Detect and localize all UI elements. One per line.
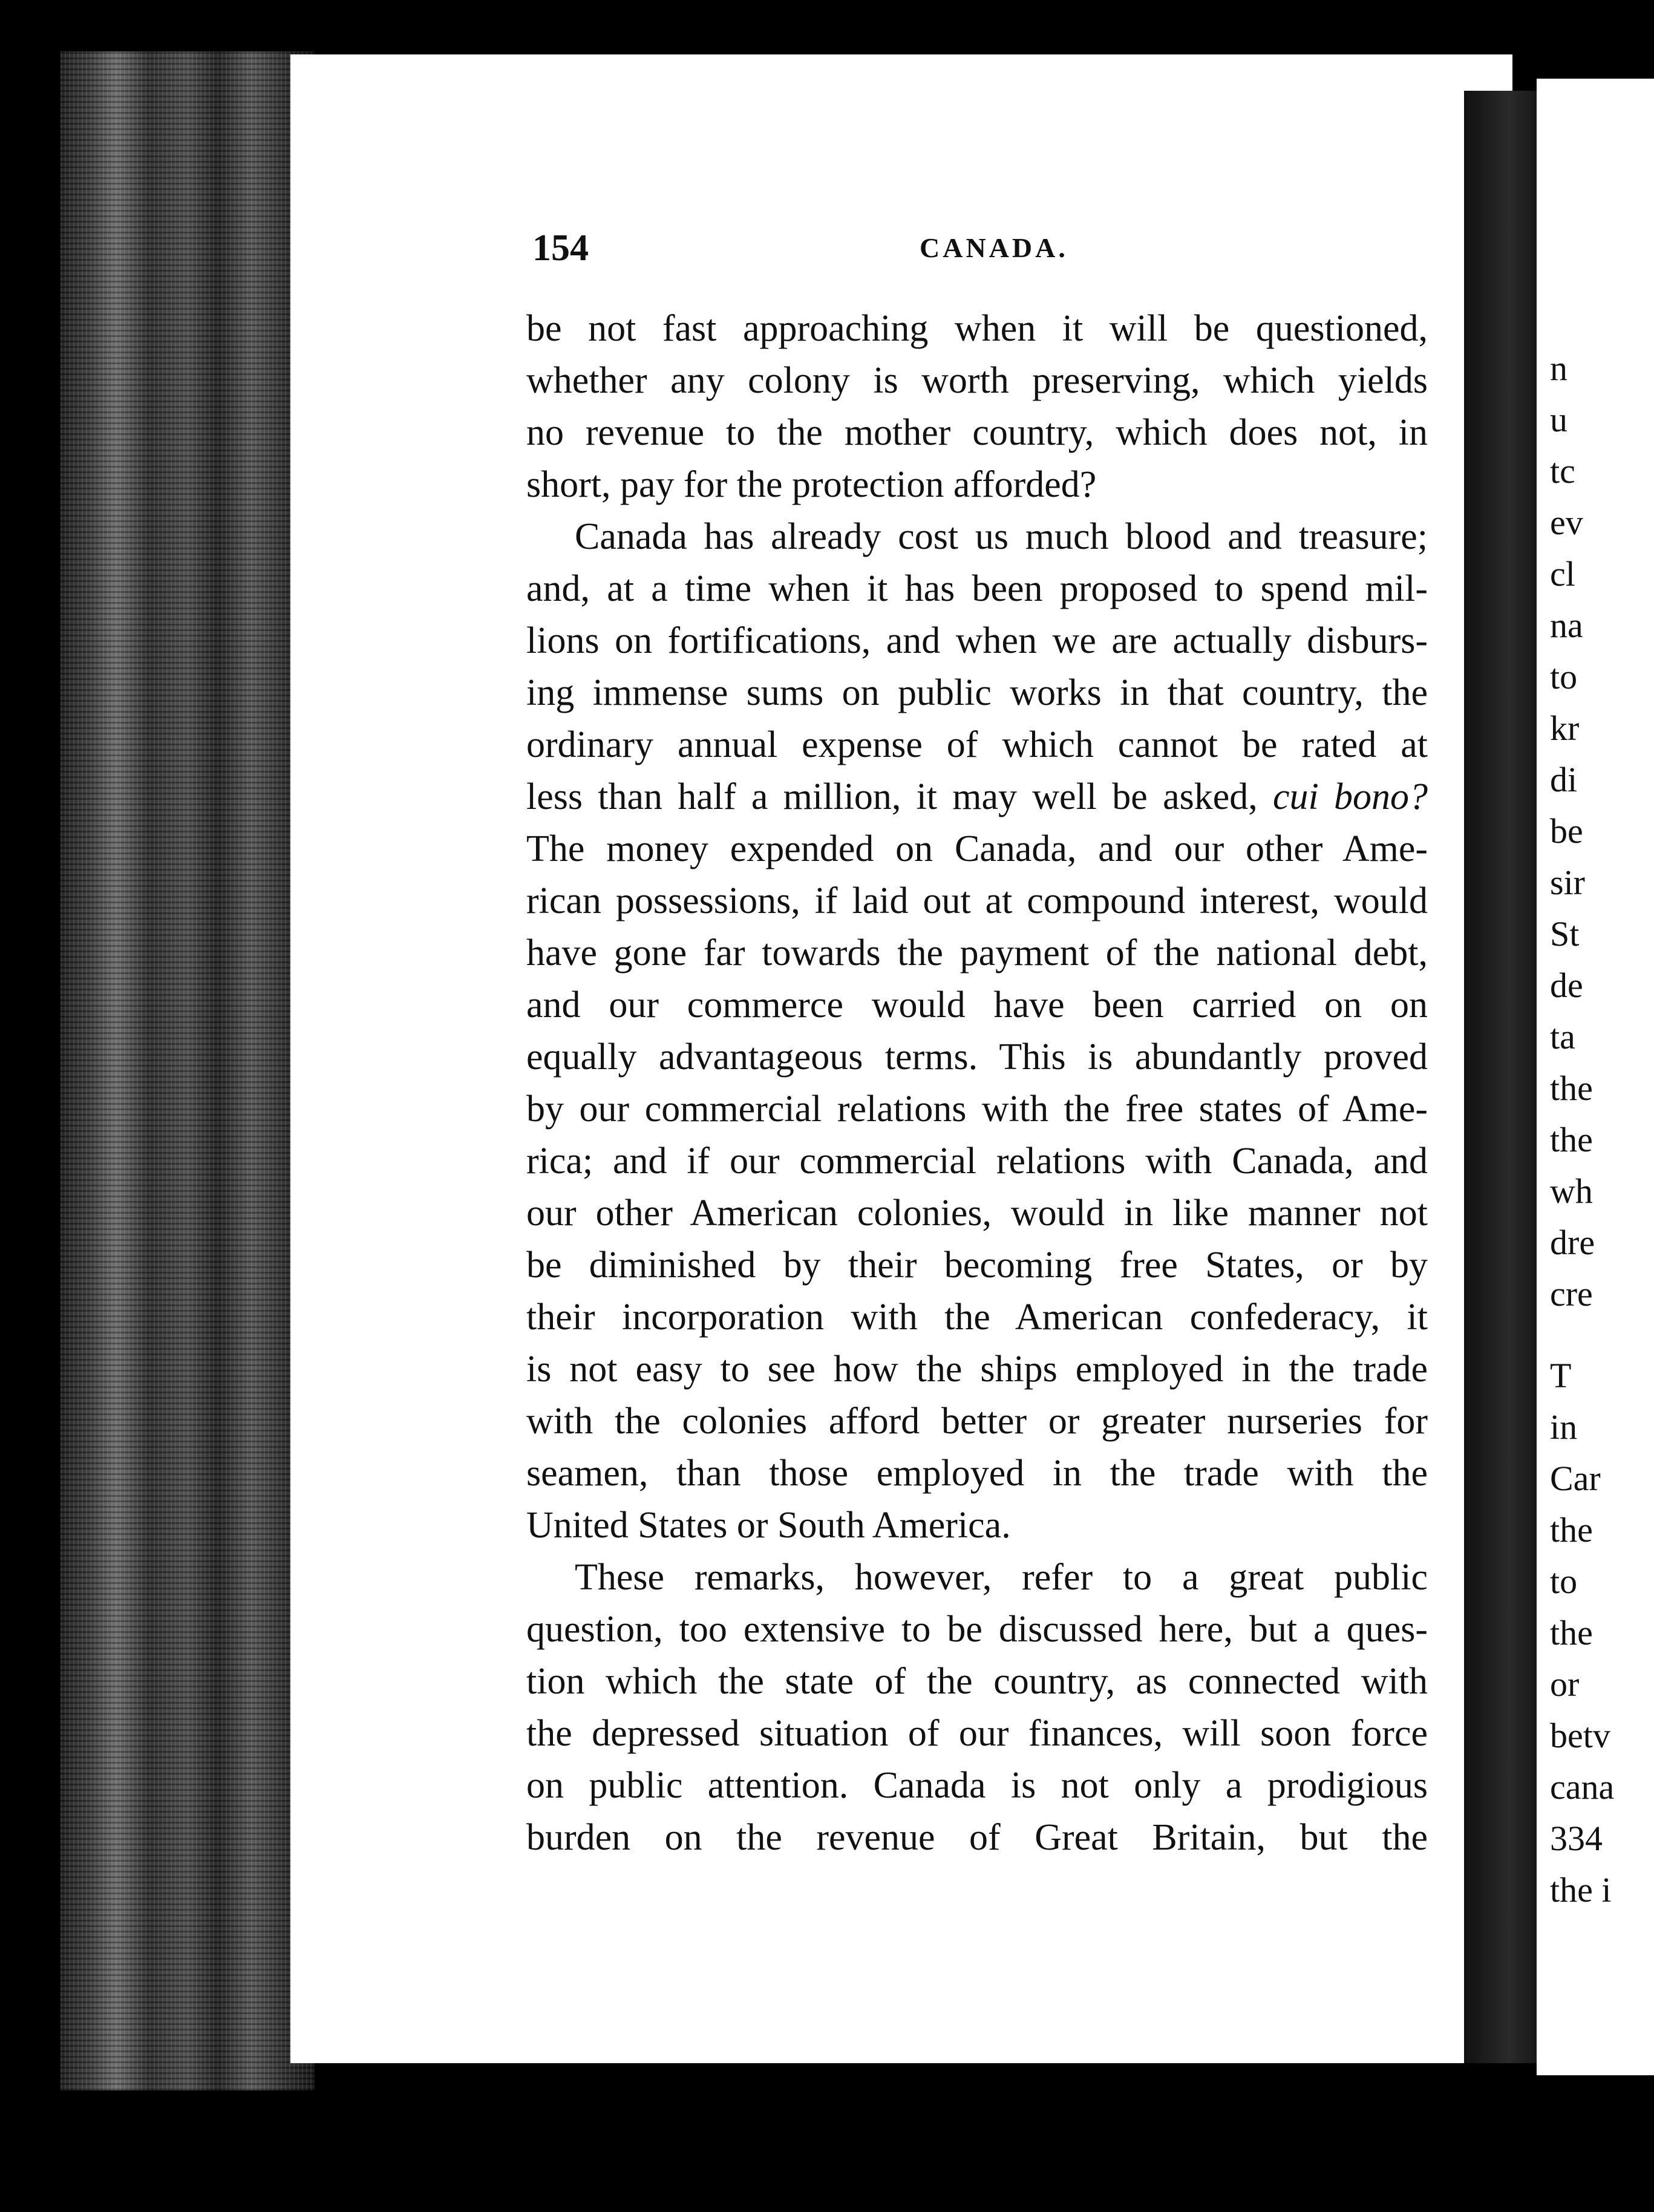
next-page-line: Car xyxy=(1550,1459,1601,1498)
text-line: rican possessions, if laid out at compound interest, would xyxy=(526,880,1428,921)
text-line: Canada has already cost us much blood and treasure; xyxy=(575,516,1428,557)
text-line: United States or South America. xyxy=(526,1505,1011,1546)
text-line: with the colonies afford better or greater nurseries for xyxy=(526,1401,1428,1442)
next-page-line: or xyxy=(1550,1664,1580,1704)
book-page-edges xyxy=(60,51,315,2090)
body-text xyxy=(526,303,1428,1864)
running-head xyxy=(532,227,1428,269)
text-line: the depressed situation of our finances, will soon force xyxy=(526,1713,1428,1754)
text-line: be diminished by their becoming free States, or by xyxy=(526,1245,1428,1286)
text-line: ing immense sums on public works in that country, the xyxy=(526,672,1428,713)
next-page-line: the xyxy=(1550,1120,1593,1159)
next-page-line: cre xyxy=(1550,1274,1593,1314)
text-line: their incorporation with the American confederacy, it xyxy=(526,1297,1428,1338)
text-line: The money expended on Canada, and our other Ame- xyxy=(526,828,1428,869)
next-page-line: the xyxy=(1550,1510,1593,1549)
latin-phrase: cui bono? xyxy=(1273,776,1428,817)
next-page-fragment xyxy=(1537,79,1654,2075)
next-page-line: ev xyxy=(1550,503,1583,542)
paragraph xyxy=(526,511,1428,1551)
text-line: ordinary annual expense of which cannot be rated at xyxy=(526,724,1428,765)
text-line: burden on the revenue of Great Britain, but the xyxy=(526,1817,1428,1858)
text-line: tion which the state of the country, as connected with xyxy=(526,1661,1428,1702)
next-page-line: T xyxy=(1550,1356,1572,1395)
next-page-line: be xyxy=(1550,811,1583,851)
text-line: our other American colonies, would in like manner not xyxy=(526,1193,1428,1234)
text-line: no revenue to the mother country, which does not, in xyxy=(526,412,1428,453)
next-page-line: u xyxy=(1550,400,1567,439)
next-page-line: cl xyxy=(1550,554,1575,594)
text-line: is not easy to see how the ships employed in the trade xyxy=(526,1349,1428,1390)
text-line: lions on fortifications, and when we are actually disburs- xyxy=(526,620,1428,661)
next-page-line: cana xyxy=(1550,1767,1615,1807)
next-page-line: de xyxy=(1550,966,1583,1005)
text-line: question, too extensive to be discussed here, but a ques- xyxy=(526,1609,1428,1650)
text-line: on public attention. Canada is not only a prodigious xyxy=(526,1765,1428,1806)
next-page-line: tc xyxy=(1550,451,1575,491)
next-page-line: the xyxy=(1550,1613,1593,1652)
next-page-line: wh xyxy=(1550,1171,1593,1211)
next-page-line: di xyxy=(1550,760,1578,799)
next-page-line: ta xyxy=(1550,1017,1575,1056)
text-line: and, at a time when it has been proposed to spend mil- xyxy=(526,568,1428,609)
text-line: and our commerce would have been carried on on xyxy=(526,984,1428,1026)
text-line: short, pay for the protection afforded? xyxy=(526,464,1097,505)
next-page-line: to xyxy=(1550,657,1578,696)
next-page-line: kr xyxy=(1550,708,1580,748)
next-page-line: dre xyxy=(1550,1223,1595,1262)
text-line: These remarks, however, refer to a great public xyxy=(575,1557,1428,1598)
next-page-line: the i xyxy=(1550,1870,1612,1909)
next-page-line: betv xyxy=(1550,1716,1610,1755)
text-line: whether any colony is worth preserving, which yields xyxy=(526,360,1428,401)
next-page-line: to xyxy=(1550,1562,1578,1601)
next-page-line: the xyxy=(1550,1068,1593,1108)
text-line: rica; and if our commercial relations with Canada, and xyxy=(526,1140,1428,1182)
text-line: equally advantageous terms. This is abundantly proved xyxy=(526,1036,1428,1078)
page-title: CANADA. xyxy=(920,232,1068,263)
text-line: be not fast approaching when it will be questioned, xyxy=(526,308,1428,349)
paragraph xyxy=(526,303,1428,511)
next-page-line: in xyxy=(1550,1407,1578,1447)
next-page-line: sir xyxy=(1550,863,1585,902)
text-line: by our commercial relations with the free states of Ame- xyxy=(526,1088,1428,1130)
next-page-line: n xyxy=(1550,348,1567,388)
next-page-line: St xyxy=(1550,914,1580,954)
next-page-line: 334 xyxy=(1550,1819,1603,1858)
page-number: 154 xyxy=(532,227,589,269)
text-line: less than half a million, it may well be asked, cui bono? xyxy=(526,776,1428,817)
text-line: have gone far towards the payment of the national debt, xyxy=(526,932,1428,973)
next-page-line: na xyxy=(1550,606,1583,645)
text-line: seamen, than those employed in the trade with the xyxy=(526,1453,1428,1494)
paragraph xyxy=(526,1551,1428,1864)
